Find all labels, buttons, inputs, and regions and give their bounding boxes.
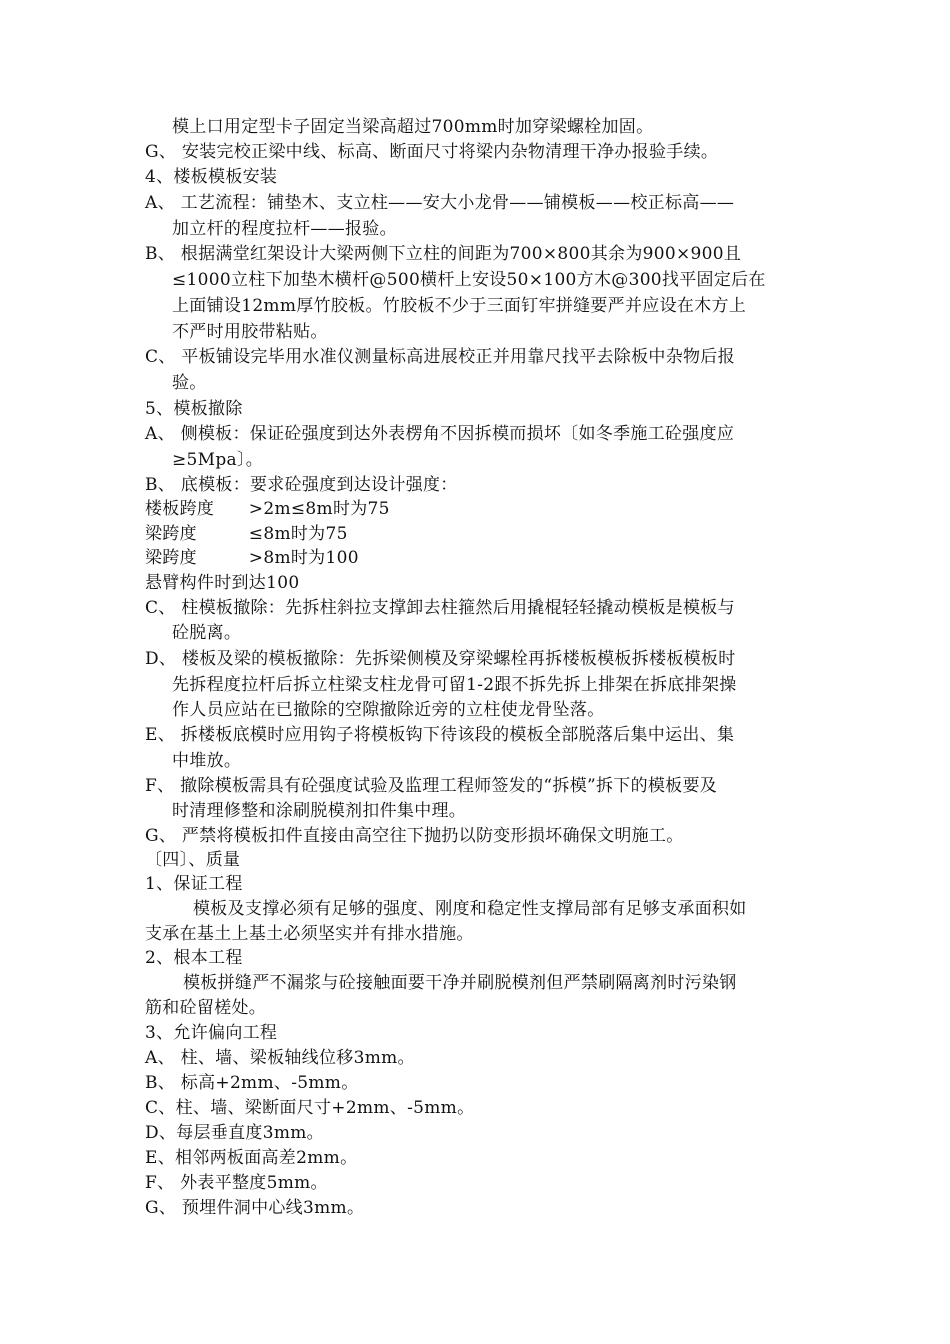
- text-line: F、 撤除模板需具有砼强度试验及监理工程师签发的“拆模”拆下的模板要及: [145, 776, 718, 796]
- text-line: 作人员应站在已撤除的空隙撤除近旁的立柱使龙骨坠落。: [172, 700, 605, 720]
- text-line: 中堆放。: [172, 751, 242, 771]
- text-line: 模板及支撑必须有足够的强度、刚度和稳定性支撑局部有足够支承面积如: [193, 899, 747, 919]
- text-line: 筋和砼留槎处。: [145, 998, 267, 1018]
- text-line: A、 工艺流程：铺垫木、支立柱——安大小龙骨——铺模板——校正标高——: [145, 193, 735, 213]
- text-line: 不严时用胶带粘贴。: [172, 322, 328, 342]
- text-line: A、 侧模板：保证砼强度到达外表楞角不因拆模而损坏〔如冬季施工砼强度应: [145, 424, 735, 444]
- text-line: 先拆程度拉杆后拆立柱梁支柱龙骨可留1-2跟不拆先拆上排架在拆底排架操: [172, 675, 737, 695]
- text-line: B、 标高+2mm、-5mm。: [145, 1073, 359, 1093]
- text-line: 梁跨度 ≤8m时为75: [145, 524, 348, 544]
- text-line: 楼板跨度 >2m≤8m时为75: [145, 499, 390, 519]
- text-line: 模上口用定型卡子固定当梁高超过700mm时加穿梁螺栓加固。: [172, 117, 654, 137]
- text-line: ≥5Mpa〕。: [172, 450, 264, 470]
- text-line: 时清理修整和涂刷脱模剂扣件集中理。: [172, 801, 467, 821]
- text-line: 悬臂构件时到达100: [145, 573, 300, 593]
- text-line: 1、保证工程: [145, 874, 243, 894]
- text-line: E、 拆楼板底模时应用钩子将模板钩下待该段的模板全部脱落后集中运出、集: [145, 725, 735, 745]
- text-line: 模板拼缝严不漏浆与砼接触面要干净并刷脱模剂但严禁刷隔离剂时污染钢: [183, 973, 737, 993]
- text-line: C、 柱模板撤除：先拆柱斜拉支撑卸去柱箍然后用撬棍轻轻撬动模板是模板与: [145, 598, 735, 618]
- text-line: G、 预埋件洞中心线3mm。: [145, 1198, 365, 1218]
- text-line: C、柱、墙、梁断面尺寸+2mm、-5mm。: [145, 1098, 475, 1118]
- text-line: D、每层垂直度3mm。: [145, 1123, 324, 1143]
- text-line: 支承在基土上基土必须坚实并有排水措施。: [145, 924, 474, 944]
- text-line: 上面铺设12mm厚竹胶板。竹胶板不少于三面钉牢拼缝要严并应设在木方上: [172, 296, 747, 316]
- text-line: 砼脱离。: [172, 623, 242, 643]
- text-line: 梁跨度 >8m时为100: [145, 548, 359, 568]
- text-line: 5、模板撤除: [145, 399, 243, 419]
- text-line: B、 底模板：要求砼强度到达设计强度：: [145, 475, 458, 495]
- text-line: E、相邻两板面高差2mm。: [145, 1148, 358, 1168]
- text-line: F、 外表平整度5mm。: [145, 1173, 328, 1193]
- text-line: C、 平板铺设完毕用水准仪测量标高进展校正并用靠尺找平去除板中杂物后报: [145, 347, 735, 367]
- text-line: B、 根据满堂红架设计大梁两侧下立柱的间距为700×800其余为900×900且: [145, 244, 742, 264]
- text-line: 加立杆的程度拉杆——报验。: [172, 219, 397, 239]
- text-line: A、 柱、墙、梁板轴线位移3mm。: [145, 1048, 415, 1068]
- text-line: G、 严禁将模板扣件直接由高空往下抛扔以防变形损坏确保文明施工。: [145, 826, 684, 846]
- text-line: G、 安装完校正梁中线、标高、断面尺寸将梁内杂物清理干净办报验手续。: [145, 142, 719, 162]
- text-line: ≤1000立柱下加垫木横杆@500横杆上安设50×100方木@300找平固定后在: [172, 270, 766, 290]
- text-line: 2、根本工程: [145, 948, 243, 968]
- text-line: 验。: [172, 373, 207, 393]
- text-line: 3、允许偏向工程: [145, 1023, 278, 1043]
- text-line: 〔四〕、质量: [145, 850, 241, 870]
- text-line: 4、楼板模板安装: [145, 167, 278, 187]
- text-line: D、 楼板及梁的模板撤除：先拆梁侧模及穿梁螺栓再拆楼板模板拆楼板模板时: [145, 649, 736, 669]
